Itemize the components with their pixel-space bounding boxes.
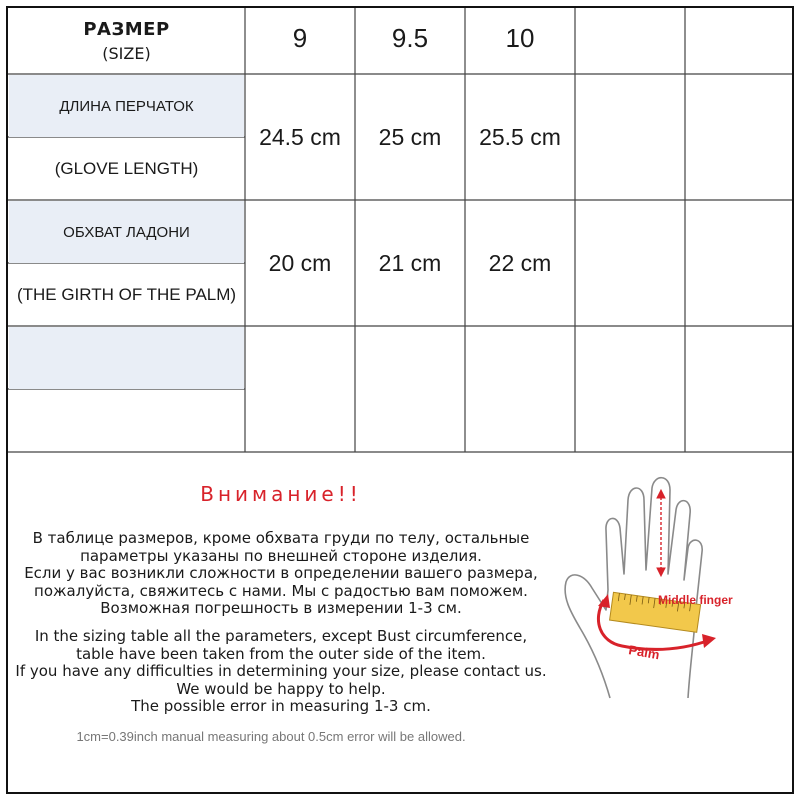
hand-outline — [565, 478, 702, 698]
size-col-2: 9.5 — [391, 22, 429, 53]
middle-finger-label: Middle finger — [658, 593, 733, 607]
glove-length-value-5 — [685, 74, 792, 200]
glove-length-value-3: 25.5 cm — [479, 123, 561, 150]
empty-row-value-5 — [685, 326, 792, 452]
notice-en-line: The possible error in measuring 1-3 cm. — [131, 697, 431, 715]
size-header-en: (SIZE) — [102, 44, 151, 63]
size-header-ru: РАЗМЕР — [83, 19, 170, 40]
size-col-5 — [685, 8, 792, 74]
empty-row-label-ru — [9, 327, 244, 389]
palm-label: Palm — [627, 642, 661, 663]
size-col-4 — [575, 8, 685, 74]
palm-girth-value-1: 20 cm — [268, 249, 332, 276]
glove-length-value-4 — [575, 74, 685, 200]
hand-measurement-illustration — [552, 470, 792, 720]
palm-girth-value-5 — [685, 200, 792, 326]
palm-girth-value-3: 22 cm — [488, 249, 552, 276]
notice-ru-line: Если у вас возникли сложности в определении вашего размера, — [24, 564, 538, 582]
empty-row-label-en — [8, 389, 245, 452]
glove-length-value-2: 25 cm — [378, 123, 442, 150]
notice-en-line: table have been taken from the outer side of the item. — [76, 644, 486, 663]
glove-length-value-1: 24.5 cm — [259, 123, 341, 150]
empty-row-value-1 — [245, 326, 355, 452]
palm-girth-label-ru: ОБХВАТ ЛАДОНИ — [9, 201, 244, 263]
notice-en-line: If you have any difficulties in determining your size, please contact us. — [15, 662, 547, 680]
size-header-cell — [8, 8, 245, 74]
notice-russian — [0, 530, 562, 618]
size-col-1: 9 — [292, 22, 308, 53]
notice-ru-line: Возможная погрешность в измерении 1-3 см. — [100, 599, 462, 617]
glove-length-label-ru: ДЛИНА ПЕРЧАТОК — [9, 75, 244, 137]
empty-row-value-4 — [575, 326, 685, 452]
empty-row-value-3 — [465, 326, 575, 452]
notice-ru-line: параметры указаны по внешней стороне изделия. — [80, 546, 482, 565]
size-col-3: 10 — [505, 22, 535, 53]
notice-en-line: We would be happy to help. — [176, 679, 386, 698]
empty-row-value-2 — [355, 326, 465, 452]
conversion-footnote: 1cm=0.39inch manual measuring about 0.5cm error will be allowed. — [76, 729, 466, 744]
notice-en-line: In the sizing table all the parameters, except Bust circumference, — [34, 627, 528, 645]
notice-english — [0, 628, 562, 716]
palm-girth-value-2: 21 cm — [378, 249, 442, 276]
palm-girth-value-4 — [575, 200, 685, 326]
palm-arrow-head — [702, 634, 716, 648]
middle-finger-arrow — [657, 490, 665, 576]
notice-ru-line: В таблице размеров, кроме обхвата груди по телу, остальные — [32, 529, 530, 547]
palm-girth-label-en: (THE GIRTH OF THE PALM) — [16, 284, 237, 304]
attention-title: Внимание!! — [200, 482, 362, 506]
notice-ru-line: пожалуйста, свяжитесь с нами. Мы с радостью вам поможем. — [34, 581, 528, 600]
glove-length-label-en: (GLOVE LENGTH) — [54, 158, 199, 178]
